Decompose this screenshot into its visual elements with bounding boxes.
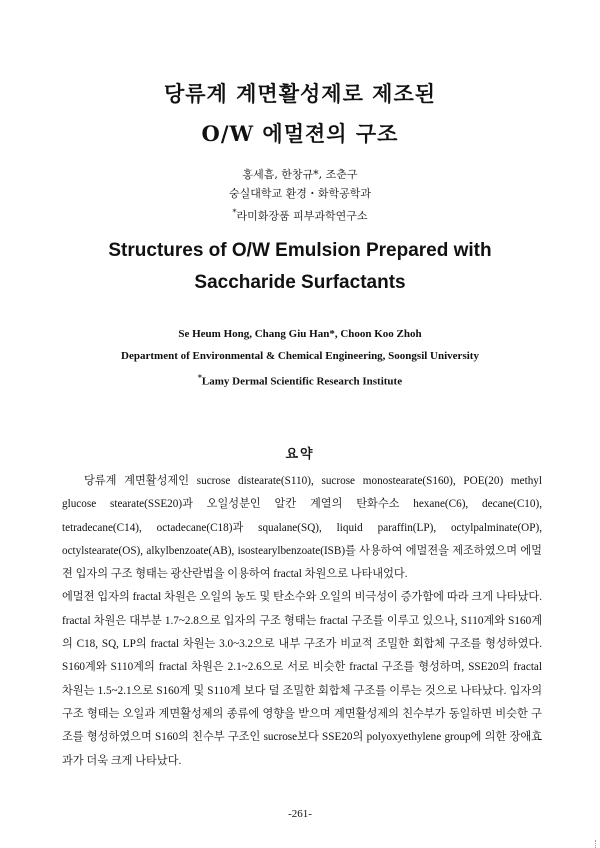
english-title-line2: Saccharide Surfactants: [194, 272, 406, 293]
korean-affiliation-1: 숭실대학교 환경・화학공학과: [228, 187, 371, 200]
korean-author-names: 홍세흠, 한창규*, 조춘구: [242, 168, 358, 181]
page-edge-mark: [587, 840, 596, 848]
english-affiliation-1: Department of Environmental & Chemical Engineering, Soongsil University: [121, 350, 479, 362]
english-title-line1: Structures of O/W Emulsion Prepared with: [108, 240, 492, 261]
korean-title-line1: 당류계 계면활성제로 제조된: [163, 81, 437, 106]
abstract-paragraph-1: 당류계 계면활성제인 sucrose distearate(S110), sucrose monostearate(S160), POE(20) methyl glucose stearate(SSE20)과 오일성분인 알칸 계열의 탄화수소 hexane(C6), decane(C10), tetradecane(C14), octadecane(C18)과 squalane(SQ), liquid paraffin(LP), octylpalminate(OP), octylstearate(OS), alkylbenzoate(AB), isostearylbenzoate(ISB)를 사용하여 에멀젼을 제조하였으며 에멀젼 입자의 구조 형태는 광산란법을 이용하여 fractal 차원으로 나타내었다.: [62, 475, 542, 581]
abstract-body: [62, 470, 542, 773]
page-number: -261-: [288, 808, 312, 820]
english-affiliation-2-text: Lamy Dermal Scientific Research Institute: [201, 375, 403, 388]
affiliation-mark: *: [197, 373, 202, 382]
abstract-paragraph-2: 에멀젼 입자의 fractal 차원은 오일의 농도 및 탄소수와 오일의 비극성이 증가함에 따라 크게 나타났다. fractal 차원은 대부분 1.7~2.8으로 입자의 구조 형태는 fractal 구조를 이루고 있으나, S110계와 S160계의 C18, SQ, LP의 fractal 차원는 3.0~3.2으로 내부 구조가 비교적 조밀한 회합체 구조를 형성하였다. S160계와 S110계의 fractal 차원은 2.1~2.6으로 서로 비슷한 fractal 구조를 형성하며, SSE20의 fractal 차원는 1.5~2.1으로 S160계 및 S110계 보다 덜 조밀한 회합체 구조를 이루는 것으로 나타났다. 입자의 구조 형태는 오일과 계면활성제의 종류에 영향을 받으며 계면활성제의 친수부가 동일하면 비슷한 구조를 형성하였으며 S160의 친수부 구조인 sucrose보다 SSE20의 polyoxyethylene group에 의한 장애효과가 더욱 크게 나타났다.: [62, 591, 542, 767]
english-author-names: Se Heum Hong, Chang Giu Han*, Choon Koo Zhoh: [178, 328, 422, 340]
korean-title-line2: O/W 에멀젼의 구조: [201, 121, 399, 146]
korean-affiliation-2: [0, 203, 600, 226]
english-affiliation-2: [0, 367, 600, 393]
korean-author-block: [0, 165, 600, 226]
abstract-heading: 요약: [285, 447, 315, 462]
affiliation-mark: *: [232, 208, 237, 217]
english-author-block: [0, 323, 600, 393]
korean-affiliation-2-text: 라미화장품 피부과학연구소: [236, 209, 368, 223]
